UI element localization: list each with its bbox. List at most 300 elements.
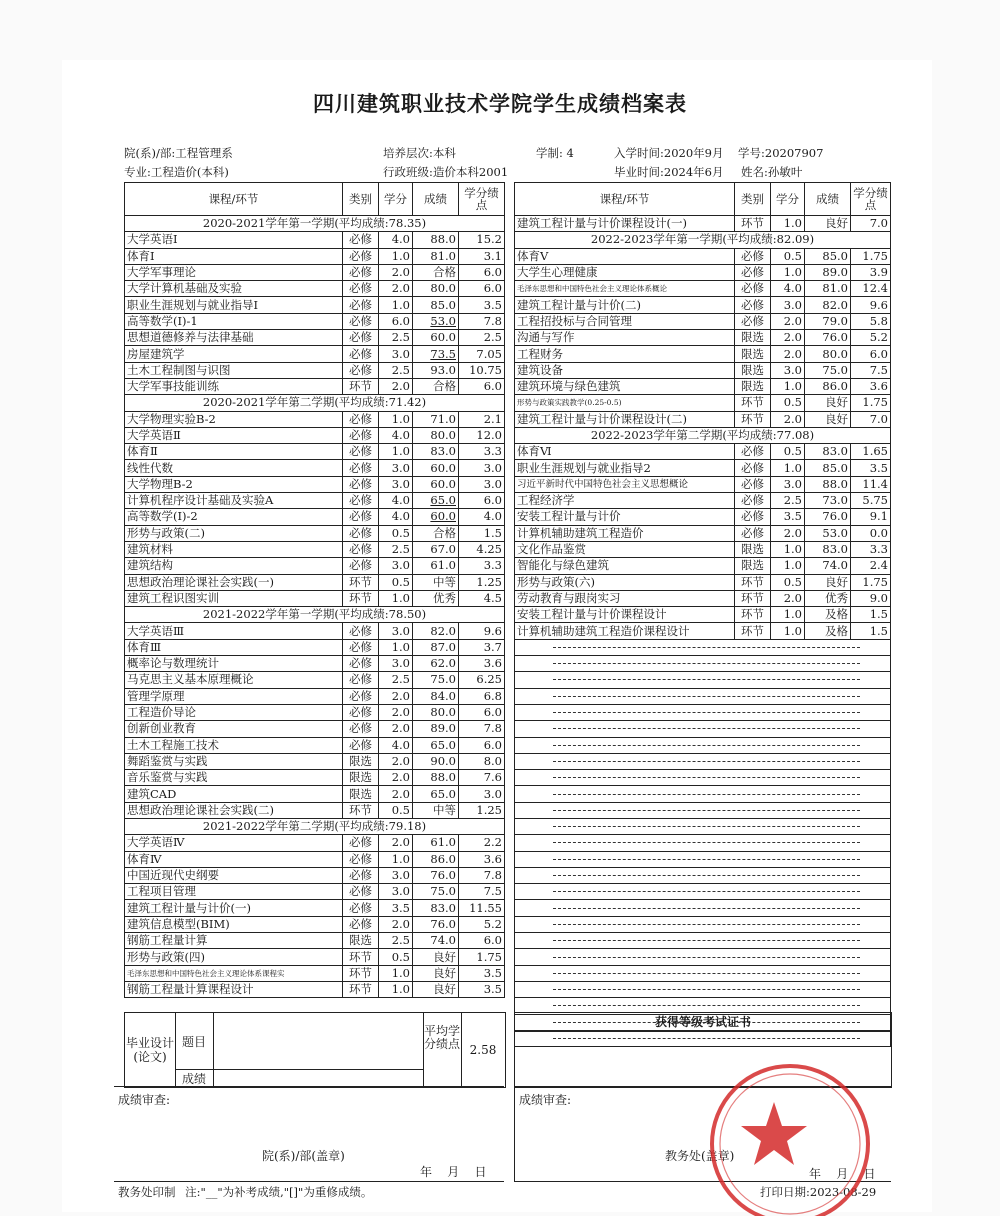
course-name: 音乐鉴赏与实践	[125, 770, 343, 786]
course-credit: 2.0	[379, 835, 413, 851]
grade-row	[515, 558, 891, 574]
blank-dash-line	[515, 656, 891, 672]
course-gpa: 1.5	[851, 623, 891, 639]
thesis-grade-label: 成绩	[175, 1070, 214, 1087]
course-score: 88.0	[413, 770, 459, 786]
course-credit: 1.0	[771, 460, 805, 476]
course-score: 优秀	[805, 590, 851, 606]
col-credit: 学分	[379, 183, 413, 216]
course-name: 体育Ⅴ	[515, 248, 735, 264]
course-name: 思想道德修养与法律基础	[125, 330, 343, 346]
dash-line	[553, 696, 860, 697]
course-credit: 4.0	[379, 232, 413, 248]
course-type: 必修	[343, 427, 379, 443]
grade-row	[515, 264, 891, 280]
col-score: 成绩	[413, 183, 459, 216]
grade-row	[125, 786, 505, 802]
course-type: 环节	[735, 623, 771, 639]
course-score: 合格	[413, 264, 459, 280]
grade-row	[125, 933, 505, 949]
course-credit: 3.0	[771, 297, 805, 313]
footer-printer: 教务处印制	[118, 1185, 176, 1199]
course-gpa: 10.75	[459, 362, 505, 378]
course-type: 必修	[343, 884, 379, 900]
grade-row	[125, 444, 505, 460]
course-type: 必修	[343, 444, 379, 460]
course-credit: 0.5	[379, 525, 413, 541]
grade-row	[515, 574, 891, 590]
course-name: 建筑工程计量与计价(一)	[125, 900, 343, 916]
course-type: 环节	[343, 981, 379, 997]
col-credit: 学分	[771, 183, 805, 216]
course-type: 必修	[343, 704, 379, 720]
dash-line	[553, 908, 860, 909]
header-student-id: 学号:20207907	[738, 146, 824, 160]
blank-dash-line	[515, 949, 891, 965]
course-type: 必修	[343, 737, 379, 753]
footer-print-date: 打印日期:2023-08-29	[760, 1185, 877, 1199]
course-name: 土木工程施工技术	[125, 737, 343, 753]
header-graduation: 毕业时间:2024年6月	[614, 165, 724, 179]
col-course: 课程/环节	[515, 183, 735, 216]
course-score: 76.0	[805, 509, 851, 525]
grade-row	[515, 378, 891, 394]
dash-line	[553, 973, 860, 974]
dash-line	[553, 810, 860, 811]
course-type: 限选	[735, 541, 771, 557]
course-gpa: 3.5	[459, 965, 505, 981]
grade-row	[125, 232, 505, 248]
course-type: 必修	[343, 476, 379, 492]
course-type: 必修	[735, 476, 771, 492]
course-type: 必修	[735, 493, 771, 509]
blank-row	[515, 933, 891, 949]
thesis-divider	[213, 1069, 423, 1070]
col-course: 课程/环节	[125, 183, 343, 216]
course-gpa: 4.0	[459, 509, 505, 525]
course-gpa: 15.2	[459, 232, 505, 248]
course-type: 限选	[735, 378, 771, 394]
course-score: 87.0	[413, 639, 459, 655]
blank-row	[515, 737, 891, 753]
course-gpa: 7.8	[459, 313, 505, 329]
grade-row	[125, 509, 505, 525]
course-credit: 3.0	[379, 656, 413, 672]
course-score: 71.0	[413, 411, 459, 427]
blank-dash-line	[515, 688, 891, 704]
course-gpa: 9.6	[459, 623, 505, 639]
blank-row	[515, 949, 891, 965]
right-rows	[515, 216, 891, 1047]
course-credit: 3.0	[379, 346, 413, 362]
course-gpa: 2.1	[459, 411, 505, 427]
grade-row	[515, 297, 891, 313]
dash-line	[553, 826, 860, 827]
course-gpa: 4.5	[459, 590, 505, 606]
grade-row	[515, 493, 891, 509]
course-credit: 1.0	[379, 297, 413, 313]
course-type: 限选	[735, 330, 771, 346]
course-type: 必修	[735, 313, 771, 329]
dash-line	[553, 842, 860, 843]
grade-row	[125, 362, 505, 378]
course-name: 建筑CAD	[125, 786, 343, 802]
course-name: 大学英语Ⅳ	[125, 835, 343, 851]
grade-row	[125, 427, 505, 443]
course-score: 62.0	[413, 656, 459, 672]
course-score: 合格	[413, 525, 459, 541]
course-credit: 0.5	[771, 444, 805, 460]
grade-row	[125, 737, 505, 753]
course-credit: 2.0	[379, 916, 413, 932]
course-credit: 4.0	[379, 493, 413, 509]
dash-line	[553, 728, 860, 729]
course-name: 房屋建筑学	[125, 346, 343, 362]
blank-dash-line	[515, 981, 891, 997]
course-name: 舞蹈鉴赏与实践	[125, 753, 343, 769]
course-credit: 2.0	[379, 721, 413, 737]
course-score: 及格	[805, 623, 851, 639]
course-type: 必修	[343, 330, 379, 346]
course-credit: 1.0	[771, 558, 805, 574]
course-type: 必修	[343, 281, 379, 297]
grade-row	[125, 835, 505, 851]
course-name: 形势与政策(六)	[515, 574, 735, 590]
course-score: 61.0	[413, 835, 459, 851]
course-gpa: 1.25	[459, 574, 505, 590]
course-score: 良好	[413, 981, 459, 997]
course-credit: 1.0	[771, 264, 805, 280]
grade-row	[125, 900, 505, 916]
course-name: 大学计算机基础及实验	[125, 281, 343, 297]
course-name: 体育Ⅲ	[125, 639, 343, 655]
header-department: 院(系)/部:工程管理系	[124, 146, 233, 160]
course-score: 65.0	[413, 786, 459, 802]
course-gpa: 3.6	[459, 851, 505, 867]
course-gpa: 11.4	[851, 476, 891, 492]
semester-heading: 2022-2023学年第一学期(平均成绩:82.09)	[515, 232, 891, 248]
course-score: 60.0	[413, 460, 459, 476]
course-score: 75.0	[413, 672, 459, 688]
header-enroll: 入学时间:2020年9月	[614, 146, 724, 160]
course-name: 钢筋工程量计算课程设计	[125, 981, 343, 997]
blank-row	[515, 786, 891, 802]
grade-row	[125, 460, 505, 476]
course-gpa: 3.5	[459, 297, 505, 313]
table-header-row	[125, 183, 505, 216]
semester-heading: 2021-2022学年第一学期(平均成绩:78.50)	[125, 607, 505, 623]
course-gpa: 1.75	[851, 248, 891, 264]
course-gpa: 3.0	[459, 476, 505, 492]
course-gpa: 6.8	[459, 688, 505, 704]
grade-row	[125, 330, 505, 346]
course-credit: 0.5	[379, 802, 413, 818]
footer-remark: 注:"__"为补考成绩,"[]"为重修成绩。	[185, 1185, 373, 1199]
course-credit: 2.5	[771, 493, 805, 509]
course-score: 良好	[805, 395, 851, 411]
course-type: 必修	[343, 297, 379, 313]
blank-dash-line	[515, 672, 891, 688]
semester-row	[515, 427, 891, 443]
course-type: 必修	[735, 248, 771, 264]
thesis-box	[124, 1012, 506, 1088]
semester-row	[125, 216, 505, 232]
course-name: 职业生涯规划与就业指导2	[515, 460, 735, 476]
grade-row	[515, 313, 891, 329]
course-name: 智能化与绿色建筑	[515, 558, 735, 574]
grade-row	[515, 395, 891, 411]
grade-row	[125, 313, 505, 329]
course-credit: 3.5	[771, 509, 805, 525]
course-score: 65.0	[413, 493, 459, 509]
course-gpa: 6.0	[459, 493, 505, 509]
course-credit: 1.0	[379, 590, 413, 606]
course-gpa: 5.2	[459, 916, 505, 932]
blank-dash-line	[515, 884, 891, 900]
blank-dash-line	[515, 802, 891, 818]
course-gpa: 3.7	[459, 639, 505, 655]
grade-row	[515, 444, 891, 460]
review-left-stamp: 院(系)/部(盖章)	[262, 1149, 345, 1163]
course-credit: 2.5	[379, 672, 413, 688]
grade-row	[125, 297, 505, 313]
course-credit: 3.0	[771, 362, 805, 378]
course-score: 中等	[413, 574, 459, 590]
blank-row	[515, 639, 891, 655]
course-gpa: 12.0	[459, 427, 505, 443]
course-score: 60.0	[413, 330, 459, 346]
grade-row	[125, 541, 505, 557]
course-name: 大学英语Ⅲ	[125, 623, 343, 639]
course-score: 76.0	[413, 867, 459, 883]
course-credit: 4.0	[379, 509, 413, 525]
blank-dash-line	[515, 867, 891, 883]
col-type: 类别	[343, 183, 379, 216]
blank-dash-line	[515, 916, 891, 932]
course-score: 良好	[805, 216, 851, 232]
header-duration: 学制: 4	[536, 146, 574, 160]
course-type: 必修	[343, 558, 379, 574]
course-type: 必修	[343, 623, 379, 639]
course-type: 必修	[735, 460, 771, 476]
course-name: 体育Ⅳ	[125, 851, 343, 867]
course-type: 环节	[343, 574, 379, 590]
grade-row	[515, 476, 891, 492]
col-gpa: 学分绩点	[851, 183, 891, 216]
course-score: 82.0	[805, 297, 851, 313]
blank-row	[515, 721, 891, 737]
course-name: 建筑工程识图实训	[125, 590, 343, 606]
course-name: 中国近现代史纲要	[125, 867, 343, 883]
course-credit: 2.5	[379, 933, 413, 949]
course-credit: 1.0	[771, 541, 805, 557]
semester-row	[515, 232, 891, 248]
grade-row	[515, 411, 891, 427]
course-score: 75.0	[413, 884, 459, 900]
course-name: 建筑环境与绿色建筑	[515, 378, 735, 394]
course-type: 必修	[343, 835, 379, 851]
blank-row	[515, 656, 891, 672]
course-name: 习近平新时代中国特色社会主义思想概论	[515, 476, 735, 492]
course-score: 良好	[805, 574, 851, 590]
course-name: 计算机辅助建筑工程造价课程设计	[515, 623, 735, 639]
course-name: 毛泽东思想和中国特色社会主义理论体系概论	[515, 281, 735, 297]
grade-row	[515, 248, 891, 264]
course-gpa: 3.6	[851, 378, 891, 394]
blank-row	[515, 802, 891, 818]
col-score: 成绩	[805, 183, 851, 216]
course-credit: 1.0	[379, 639, 413, 655]
course-gpa: 7.5	[459, 884, 505, 900]
course-name: 建筑信息模型(BIM)	[125, 916, 343, 932]
grade-row	[125, 949, 505, 965]
course-gpa: 7.05	[459, 346, 505, 362]
course-credit: 3.0	[379, 460, 413, 476]
grade-row	[125, 411, 505, 427]
course-score: 60.0	[413, 509, 459, 525]
course-name: 创新创业教育	[125, 721, 343, 737]
course-name: 大学物理B-2	[125, 476, 343, 492]
blank-row	[515, 965, 891, 981]
course-type: 环节	[343, 949, 379, 965]
grade-row	[125, 688, 505, 704]
course-score: 82.0	[413, 623, 459, 639]
course-gpa: 2.4	[851, 558, 891, 574]
avg-gpa-label: 平均学分绩点	[424, 1024, 461, 1051]
course-type: 环节	[735, 216, 771, 232]
course-name: 工程项目管理	[125, 884, 343, 900]
blank-dash-line	[515, 704, 891, 720]
course-score: 74.0	[413, 933, 459, 949]
course-type: 必修	[343, 411, 379, 427]
blank-dash-line	[515, 851, 891, 867]
course-credit: 1.0	[379, 248, 413, 264]
review-left-label: 成绩审查:	[118, 1093, 171, 1107]
grade-row	[125, 476, 505, 492]
course-score: 73.5	[413, 346, 459, 362]
course-credit: 4.0	[379, 737, 413, 753]
course-type: 限选	[343, 770, 379, 786]
course-type: 限选	[735, 346, 771, 362]
course-credit: 2.0	[771, 411, 805, 427]
course-type: 必修	[343, 656, 379, 672]
semester-heading: 2021-2022学年第二学期(平均成绩:79.18)	[125, 818, 505, 834]
course-score: 88.0	[413, 232, 459, 248]
dash-line	[553, 940, 860, 941]
course-credit: 3.0	[379, 558, 413, 574]
course-credit: 2.0	[379, 770, 413, 786]
dash-line	[553, 663, 860, 664]
grade-row	[125, 248, 505, 264]
grade-row	[125, 704, 505, 720]
blank-dash-line	[515, 721, 891, 737]
review-left-date: 年 月 日	[420, 1165, 487, 1179]
course-type: 环节	[735, 607, 771, 623]
header-class: 行政班级:造价本科2001	[383, 165, 509, 179]
course-gpa: 5.2	[851, 330, 891, 346]
blank-row	[515, 916, 891, 932]
course-score: 80.0	[413, 704, 459, 720]
course-gpa: 8.0	[459, 753, 505, 769]
course-gpa: 3.3	[851, 541, 891, 557]
course-score: 90.0	[413, 753, 459, 769]
course-credit: 2.0	[379, 704, 413, 720]
blank-dash-line	[515, 835, 891, 851]
grade-row	[515, 330, 891, 346]
course-credit: 3.0	[379, 867, 413, 883]
course-type: 必修	[343, 721, 379, 737]
course-name: 钢筋工程量计算	[125, 933, 343, 949]
course-credit: 3.0	[379, 884, 413, 900]
grade-row	[515, 460, 891, 476]
grade-row	[125, 525, 505, 541]
course-credit: 6.0	[379, 313, 413, 329]
course-credit: 2.5	[379, 362, 413, 378]
course-type: 限选	[343, 933, 379, 949]
course-credit: 0.5	[379, 574, 413, 590]
course-type: 环节	[735, 574, 771, 590]
grade-row	[515, 216, 891, 232]
course-score: 76.0	[805, 330, 851, 346]
course-credit: 0.5	[379, 949, 413, 965]
course-credit: 4.0	[771, 281, 805, 297]
course-gpa: 7.8	[459, 721, 505, 737]
course-type: 必修	[343, 346, 379, 362]
grade-row	[515, 346, 891, 362]
course-name: 土木工程制图与识图	[125, 362, 343, 378]
course-type: 必修	[735, 444, 771, 460]
course-gpa: 1.75	[459, 949, 505, 965]
course-score: 74.0	[805, 558, 851, 574]
course-gpa: 9.0	[851, 590, 891, 606]
course-score: 67.0	[413, 541, 459, 557]
dash-line	[553, 875, 860, 876]
course-score: 76.0	[413, 916, 459, 932]
course-name: 工程经济学	[515, 493, 735, 509]
grade-row	[515, 509, 891, 525]
course-type: 限选	[735, 362, 771, 378]
blank-row	[515, 688, 891, 704]
course-gpa: 12.4	[851, 281, 891, 297]
course-score: 83.0	[413, 444, 459, 460]
course-name: 大学英语Ⅱ	[125, 427, 343, 443]
course-name: 体育Ⅵ	[515, 444, 735, 460]
grade-row	[125, 981, 505, 997]
course-score: 83.0	[413, 900, 459, 916]
thesis-topic-label: 题目	[175, 1013, 214, 1070]
course-type: 必修	[343, 851, 379, 867]
course-gpa: 2.2	[459, 835, 505, 851]
dash-line	[553, 891, 860, 892]
course-name: 管理学原理	[125, 688, 343, 704]
course-score: 86.0	[413, 851, 459, 867]
dash-line	[553, 794, 860, 795]
course-credit: 0.5	[771, 395, 805, 411]
course-gpa: 7.5	[851, 362, 891, 378]
left-rows	[125, 216, 505, 998]
thesis-divider-v2	[461, 1013, 462, 1087]
course-score: 优秀	[413, 590, 459, 606]
course-gpa: 1.25	[459, 802, 505, 818]
course-name: 形势与政策(二)	[125, 525, 343, 541]
grade-row	[125, 281, 505, 297]
course-credit: 2.0	[771, 330, 805, 346]
course-gpa: 3.0	[459, 460, 505, 476]
course-type: 环节	[343, 590, 379, 606]
grade-row	[125, 851, 505, 867]
course-score: 84.0	[413, 688, 459, 704]
course-gpa: 2.5	[459, 330, 505, 346]
